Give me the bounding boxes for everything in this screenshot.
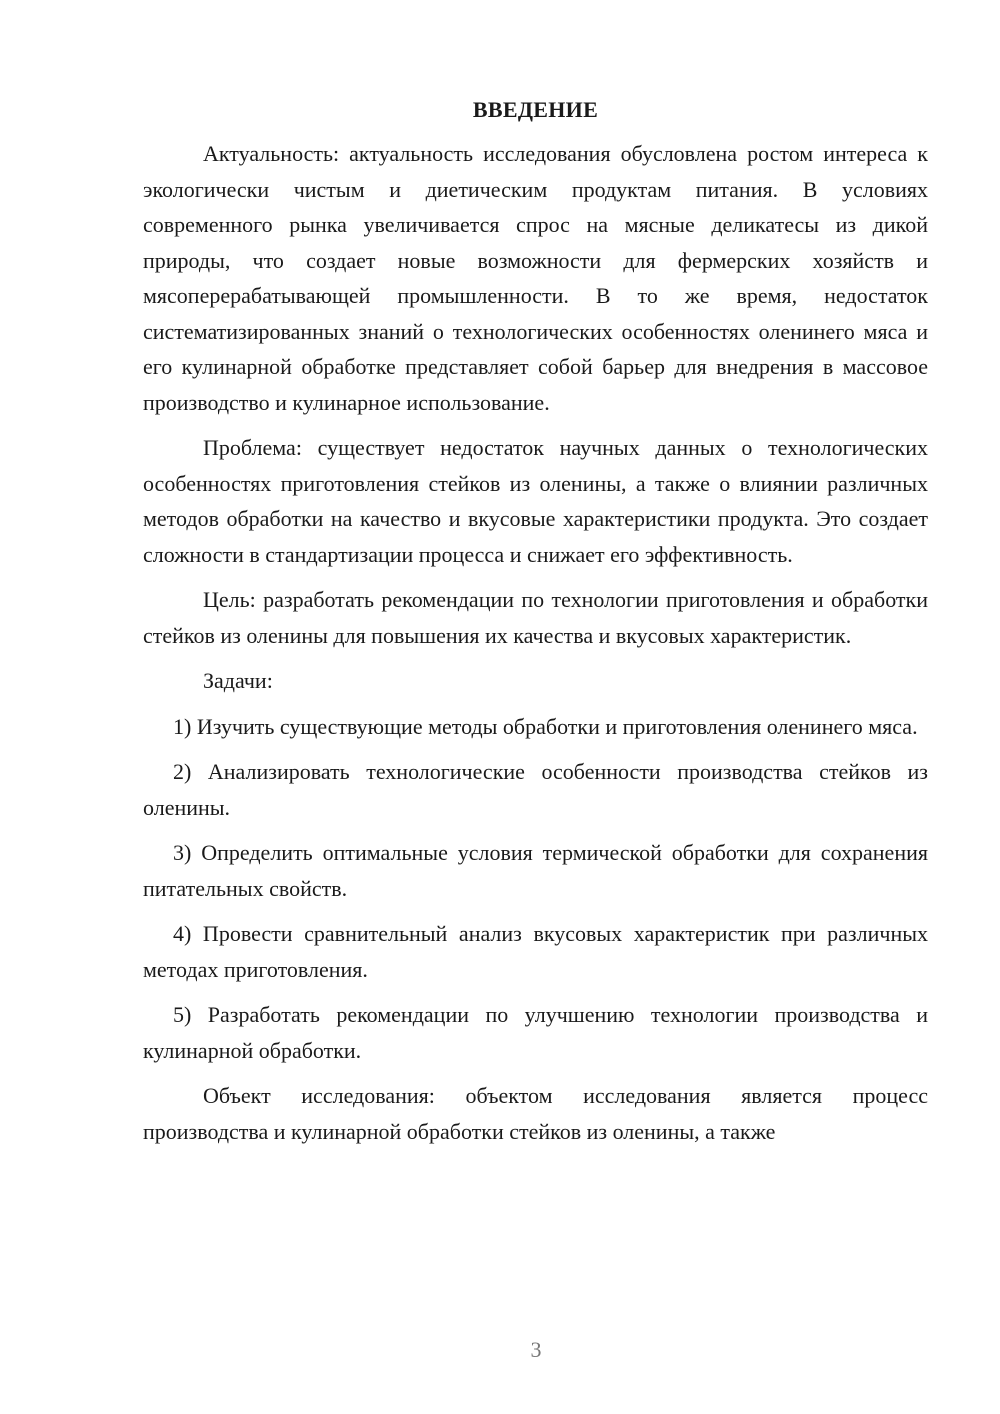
problem-paragraph: Проблема: существует недостаток научных данных о технологических особенностях приготовления стейков из оленины, а также о влиянии различных методов обработки на качество и вкусовые характеристики продукта. Это создает сложности в стандартизации процесса и снижает его эффективность. [143, 435, 928, 567]
page-number: 3 [530, 1337, 542, 1362]
task-item-3: 3) Определить оптимальные условия термической обработки для сохранения питательных свойств. [143, 840, 928, 901]
page-content [143, 92, 928, 1159]
goal-paragraph: Цель: разработать рекомендации по технологии приготовления и обработки стейков из оленины для повышения их качества и вкусовых характеристик. [143, 587, 928, 648]
section-heading: ВВЕДЕНИЕ [472, 97, 599, 122]
task-item-1: 1) Изучить существующие методы обработки и приготовления оленинего мяса. [173, 713, 918, 739]
task-item-5: 5) Разработать рекомендации по улучшению технологии производства и кулинарной обработки. [143, 1002, 928, 1063]
object-paragraph: Объект исследования: объектом исследования является процесс производства и кулинарной обработки стейков из оленины, а также [143, 1083, 928, 1144]
task-item-4: 4) Провести сравнительный анализ вкусовых характеристик при различных методах приготовления. [143, 921, 928, 982]
tasks-label: Задачи: [203, 668, 273, 693]
relevance-paragraph: Актуальность: актуальность исследования обусловлена ростом интереса к экологически чистым и диетическим продуктам питания. В условиях современного рынка увеличивается спрос на мясные деликатесы из дикой природы, что создает новые возможности для фермерских хозяйств и мясоперерабатывающей промышленности. В то же время, недостаток систематизированных знаний о технологических особенностях оленинего мяса и его кулинарной обработке представляет собой барьер для внедрения в массовое производство и кулинарное использование. [143, 141, 928, 415]
task-item-2: 2) Анализировать технологические особенности производства стейков из оленины. [143, 759, 928, 820]
